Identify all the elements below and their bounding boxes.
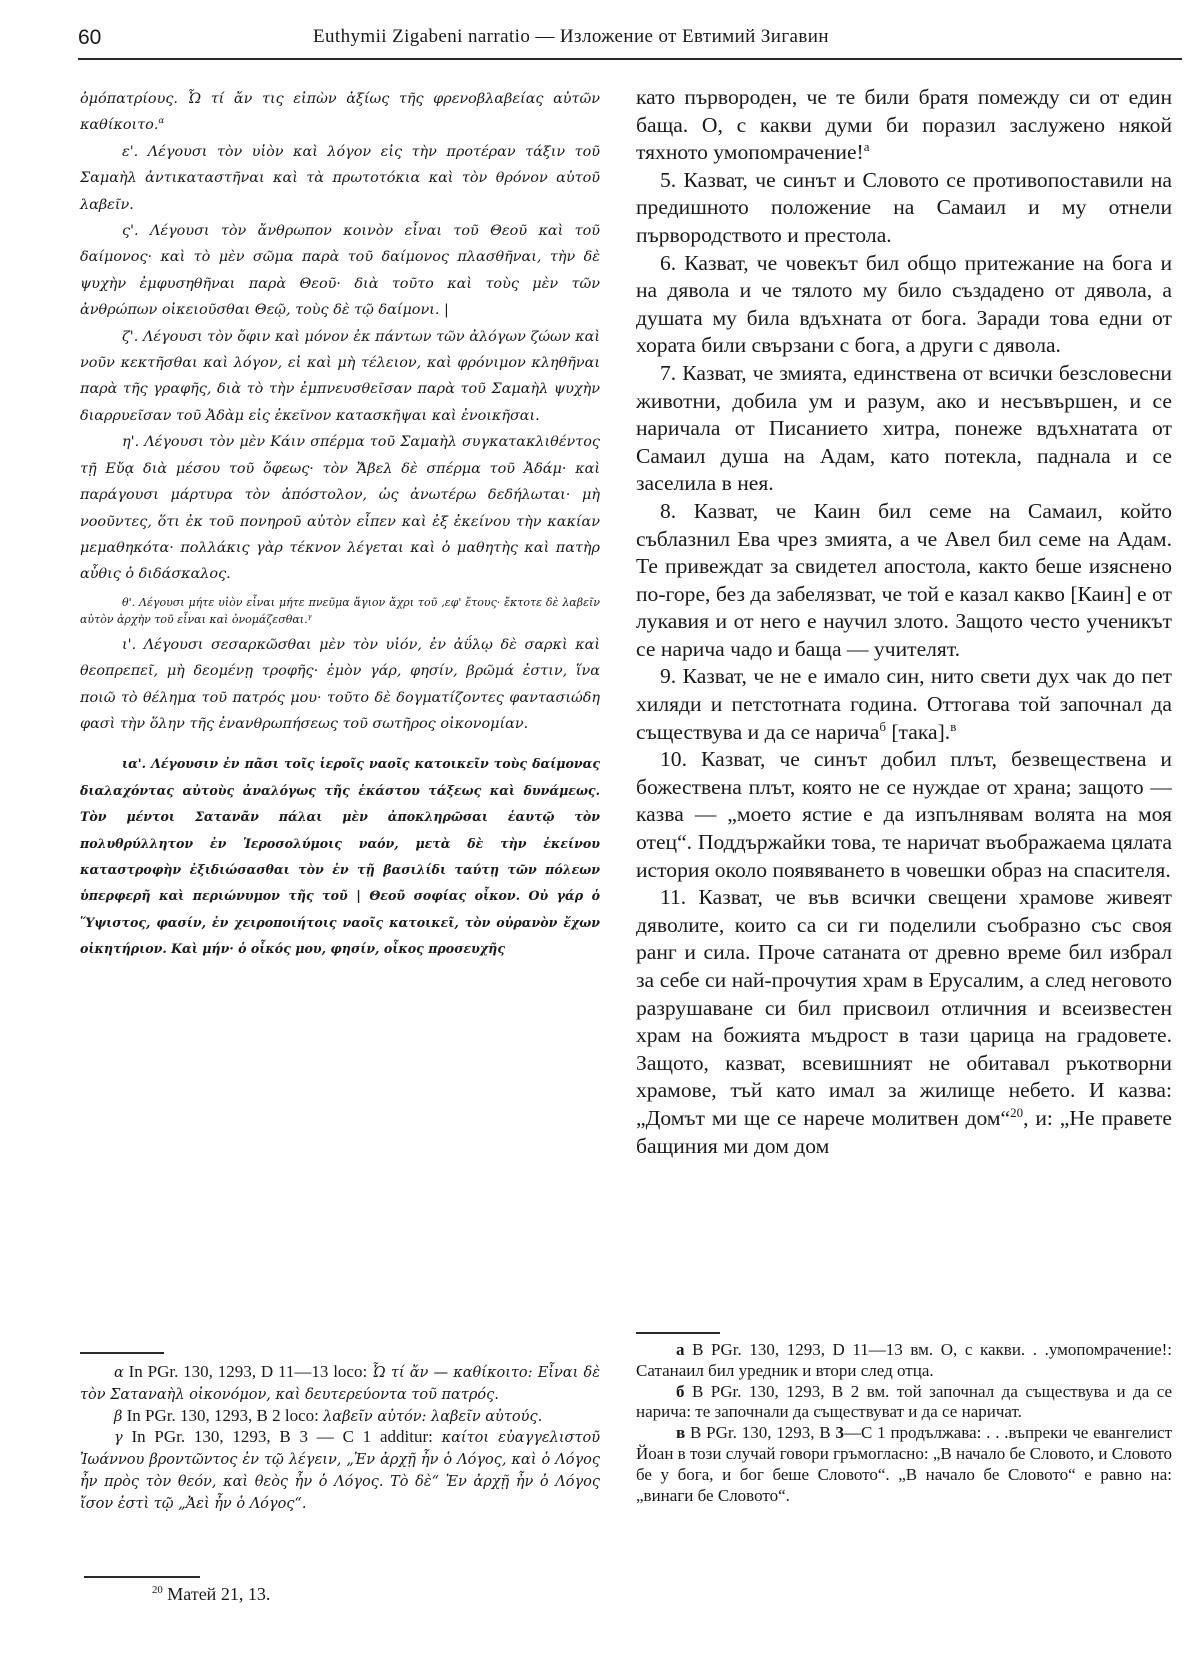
paragraph-text: 9. Казват, че не е имало син, нито свети дух чак до пет хиляди и петстотната година. Оттогава той започнал да съществува и да се нарича [636,664,1172,744]
footnote-text: В PGr. 130, 1293, В [690,1423,836,1443]
paragraph-text: ς'. Λέγουσι τὸν ἄνθρωπον κοινὸν εἶναι τοῦ Θεοῦ καὶ τοῦ δαίμονος· καὶ τὸ μὲν σῶμα παρὰ τοῦ δαίμονος πλασθῆναι, τὴν δὲ ψυχὴν ἐμφυσηθῆναι παρὰ Θεοῦ· διὰ τοῦτο καὶ τοὺς μὲν τῶν ἀνθρώπων οἰκειοῦσθαι Θεῷ, τοὺς δὲ τῷ δαίμονι. | [80,223,600,319]
footnote-ref[interactable]: а [863,139,870,154]
footnote-mark: β [114,1408,123,1425]
footnote [636,1382,1172,1424]
paragraph-text: 11. Казват, че във всички свещени храмове живеят дяволите, които са си ги поделили съобразно със своя ранг и сила. Проче сатаната от древно време бил избрал за себе си най-прочутия храм в Ерусалим, а след неговото разрушаване си бил присвоил отличния и всеизвестен храм на божията мъдрост в тази царица на градовете. Защото, казват, всевишният не обитавал ръкотворни храмове, тъй като имал за жилище небето. И казва: „Домът ми ще се нарече молитвен дом“ [636,885,1172,1130]
greek-paragraph [80,324,600,430]
footnote [80,1362,600,1406]
footnote-mark: в [676,1423,686,1443]
footnote-greek: λαβεῖν αὐτόν: λαβεῖν αὐτούς. [323,1408,543,1425]
paragraph-text: 7. Казват, че змията, единствена от всички безсловесни животни, добила ум и разум, ако и несъвършен, и се наричала от Писанието хитра, понеже вдъхнатата от Самаил душа на Адам, като потекла, паднала и се заселила в нея. [636,360,1172,496]
greek-text-column [80,86,600,963]
bulgarian-paragraph [636,167,1172,250]
paragraph-text: като първороден, че те били братя помежду си от един баща. О, с какви думи би поразил заслужено някой тяхното умопомрачение! [636,85,1172,165]
running-head [78,20,1182,60]
footnote-text: —С 1 продължава: . . .въпреки че евангелист Йоан в този случай говори гръмогласно: „В начало бе Словото, и Словото бе у бога, и бог беше Словото“. „В начало бе Словото“ е равно на: „винаги бе Словото“. [636,1423,1173,1505]
footnote-rule [636,1332,720,1334]
paragraph-text: ια'. Λέγουσιν ἐν πᾶσι τοῖς ἱεροῖς ναοῖς κατοικεῖν τοὺς δαίμονας διαλαχόντας αὐτοὺς ἀναλόγως τῆς ἑκάστου τάξεως καὶ δυνάμεως. Τὸν μέντοι Σατανᾶν πάλαι μὲν ἀποκληρῶσαι ἑαυτῷ τὸν πολυθρύλλητον ἐν Ἱεροσολύμοις ναόν, μετὰ δὲ τὴν ἐκείνου καταστροφὴν ἐξιδιώσασθαι τὸν ἐν τῇ βασιλίδι ταύτῃ τῶν πόλεων ὑπερφερῆ καὶ περιώνυμον τῆς τοῦ | Θεοῦ σοφίας οἶκον. Οὐ γάρ ὁ Ὕψιστος, φασίν, ἐν χειροποιήτοις ναοῖς κατοικεῖ, τὸν οὐρανὸν ἔχων οἰκητήριον. Καὶ μήν· ὁ οἶκός μου, φησίν, οἶκος προσευχῆς [80,756,600,957]
bulgarian-paragraph [636,250,1172,360]
footnote-mark: α [114,1365,124,1381]
footnote-mark: γ [114,1430,123,1447]
bulgarian-text-column [636,84,1172,1160]
greek-paragraph [80,429,600,587]
footnote-text: В PGr. 130, 1293, В 2 вм. той започнал да съществува и да се нарича: те започнали да съществуват и да се наричат. [636,1381,1173,1422]
footnote-mark: б [676,1381,685,1401]
footnote [80,1406,600,1428]
paragraph-text: 8. Казват, че Каин бил семе на Самаил, който съблазнил Ева чрез змията, а че Авел бил семе на Адам. Те привеждат за свидетел апостола, както беше изяснено по-горе, без да забелязват, че той е казал какво [Каин] е от лукавия и от него е научил злото. Защото често ученикът се нарича чадо и баща — учителят. [636,498,1172,661]
footnote-text: В PGr. 130, 1293, D 11—13 вм. О, с какви. . .умопомрачение!: Сатанаил бил уредник и втори след отца. [636,1340,1173,1380]
bulgarian-paragraph [636,360,1172,498]
paragraph-text: 5. Казват, че синът и Словото се противопоставили на предишното положение на Самаил и му отнели първородството и престола. [636,167,1172,247]
paragraph-text: η'. Λέγουσι τὸν μὲν Κάιν σπέρμα τοῦ Σαμαὴλ συγκατακλιθέντος τῇ Εὔᾳ διὰ μέσου τοῦ ὄφεως· τὸν Ἄβελ δὲ σπέρμα τοῦ Ἀδάμ· καὶ παράγουσι μάρτυρα τὸν ἀπόστολον, ὡς ἀνωτέρω δεδήλωται· μὴ νοοῦντες, ὅτι ἐκ τοῦ πονηροῦ αὐτὸν εἶπεν καὶ ἐξ ἐκείνου τὴν κακίαν μεμαθηκότα· πολλάκις γὰρ τέκνον λέγεται καὶ ὁ μαθητὴς καὶ πατὴρ αὖθις ὁ διδάσκαλος. [80,434,600,583]
footnote-greek: Ὦ τί ἄν — καθίκοιτο: Εἶναι δὲ τὸν Σαταναὴλ οἰκονόμον, καὶ δευτερεύοντα τοῦ πατρός. [80,1365,600,1403]
paragraph-text: ὁμόπατρίους. Ὦ τί ἄν τις εἰπὼν ἀξίως τῆς φρενοβλαβείας αὐτῶν καθίκοιτο. [80,91,600,134]
greek-paragraph [80,751,600,962]
footnote-mark: 20 [152,1584,163,1596]
bulgarian-paragraph [636,663,1172,746]
bulgarian-footnotes [636,1340,1172,1506]
footnote-lead: In PGr. 130, 1293, B 3 — C 1 additur: [131,1427,433,1447]
numbered-footnote [152,1584,270,1605]
greek-paragraph [80,632,600,738]
footnote-rule [80,1352,164,1354]
paragraph-text: ζ'. Λέγουσι τὸν ὄφιν καὶ μόνον ἐκ πάντων τῶν ἀλόγων ζώων καὶ νοῦν κεκτῆσθαι καὶ λόγον, εἰ καὶ μὴ τέλειον, καὶ φρόνιμον κληθῆναι παρὰ τῆς γραφῆς, διὰ τὸ τὴν ἐμπνευσθεῖσαν παρὰ τοῦ Σαμαὴλ ψυχὴν διαρρυεῖσαν τοῦ Ἀδὰμ εἰς ἐκεῖνον κατασκῆψαι καὶ ἐνοικῆσαι. [80,328,600,424]
footnote-text: Матей 21, 13. [167,1584,271,1604]
footnote-ref[interactable]: в [950,718,957,734]
paragraph-text: ι'. Λέγουσι σεσαρκῶσθαι μὲν τὸν υἱόν, ἐν ἀΰλῳ δὲ σαρκὶ καὶ θεοπρεπεῖ, μὴ δεομένῃ τροφῆς· ἐμὸν γάρ, φησίν, βρῶμά ἐστιν, ἵνα ποιῶ τὸ θέλημα τοῦ πατρός μου· τοῦτο δὲ δογματίζοντες φαντασιώδη φασὶ τὴν ὅλην τῆς ἐνανθρωπήσεως τοῦ σωτῆρος οἰκονομίαν. [80,636,600,732]
paragraph-text: θ'. Λέγουσι μήτε υἱὸν εἶναι μήτε πνεῦμα ἅγιον ἄχρι τοῦ ‚εφ' ἔτους· ἔκτοτε δὲ λαβεῖν αὐτὸν ἀρχὴν τοῦ εἶναι καὶ ὀνομάζεσθαι. [80,595,600,626]
footnote-greek: καίτοι εὐαγγελιστοῦ Ἰωάννου βροντῶντος ἐν τῷ λέγειν, „Ἐν ἀρχῇ ἦν ὁ Λόγος, καὶ ὁ Λόγος ἦν πρὸς τὸν θεόν, καὶ θεὸς ἦν ὁ Λόγος. Τὸ δὲ“ Ἐν ἀρχῇ ἦν ὁ Λόγος ἴσον ἐστὶ τῷ „Ἀεὶ ἦν ὁ Λόγος“. [80,1430,601,1512]
greek-footnotes [80,1362,600,1515]
footnote [636,1340,1172,1382]
footnote-ref[interactable]: α [158,116,165,127]
footnote-lead: In PGr. 130, 1293, B 2 loco: [126,1405,319,1425]
footnote-mark: а [676,1340,685,1359]
bulgarian-paragraph [636,498,1172,664]
footnote-ref[interactable]: γ [307,612,312,621]
paragraph-text: 6. Казват, че човекът бил общо притежание на бога и на дявола и че тялото му било създадено от дявола, а душата му била вдъхната от бога. Заради това едни от хората били свързани с бога, а други с дявола. [636,250,1172,358]
bulgarian-paragraph [636,884,1172,1160]
bulgarian-paragraph [636,746,1172,884]
page-number: 60 [78,26,102,49]
footnote-text-bold: 3 [835,1423,844,1443]
paragraph-text: 10. Казват, че синът добил плът, безвеществена и божествена плът, която не се нуждае от храна; защото — казва — „моето ястие е да изпълнявам волята на моя отец“. Поддържайки това, те наричат въображаема цялата история около появяването в човешки образ на спасителя. [636,747,1172,882]
greek-paragraph [80,86,600,139]
paragraph-text-tail: [така]. [885,719,951,744]
paragraph-text-tail: , и: „Не правете бащиния ми дом дом [636,1105,1172,1158]
footnote [636,1423,1172,1506]
greek-paragraph [80,218,600,324]
header-rule [78,58,1182,60]
footnote-ref[interactable]: б [879,718,886,734]
footnote-rule [84,1576,200,1578]
running-title: Euthymii Zigabeni narratio — Изложение от Евтимий Зигавин [313,26,829,47]
greek-paragraph [80,594,600,628]
paragraph-text: ε'. Λέγουσι τὸν υἱὸν καὶ λόγον εἰς τὴν προτέραν τάξιν τοῦ Σαμαὴλ ἀντικαταστῆναι καὶ τὰ πρωτοτόκια καὶ τὸν θρόνον αὐτοῦ λαβεῖν. [80,143,600,213]
footnote [80,1427,600,1514]
footnote-ref[interactable]: 20 [1010,1104,1024,1120]
bulgarian-paragraph [636,84,1172,167]
greek-paragraph [80,139,600,218]
footnote-lead: In PGr. 130, 1293, D 11—13 loco: [128,1362,368,1381]
